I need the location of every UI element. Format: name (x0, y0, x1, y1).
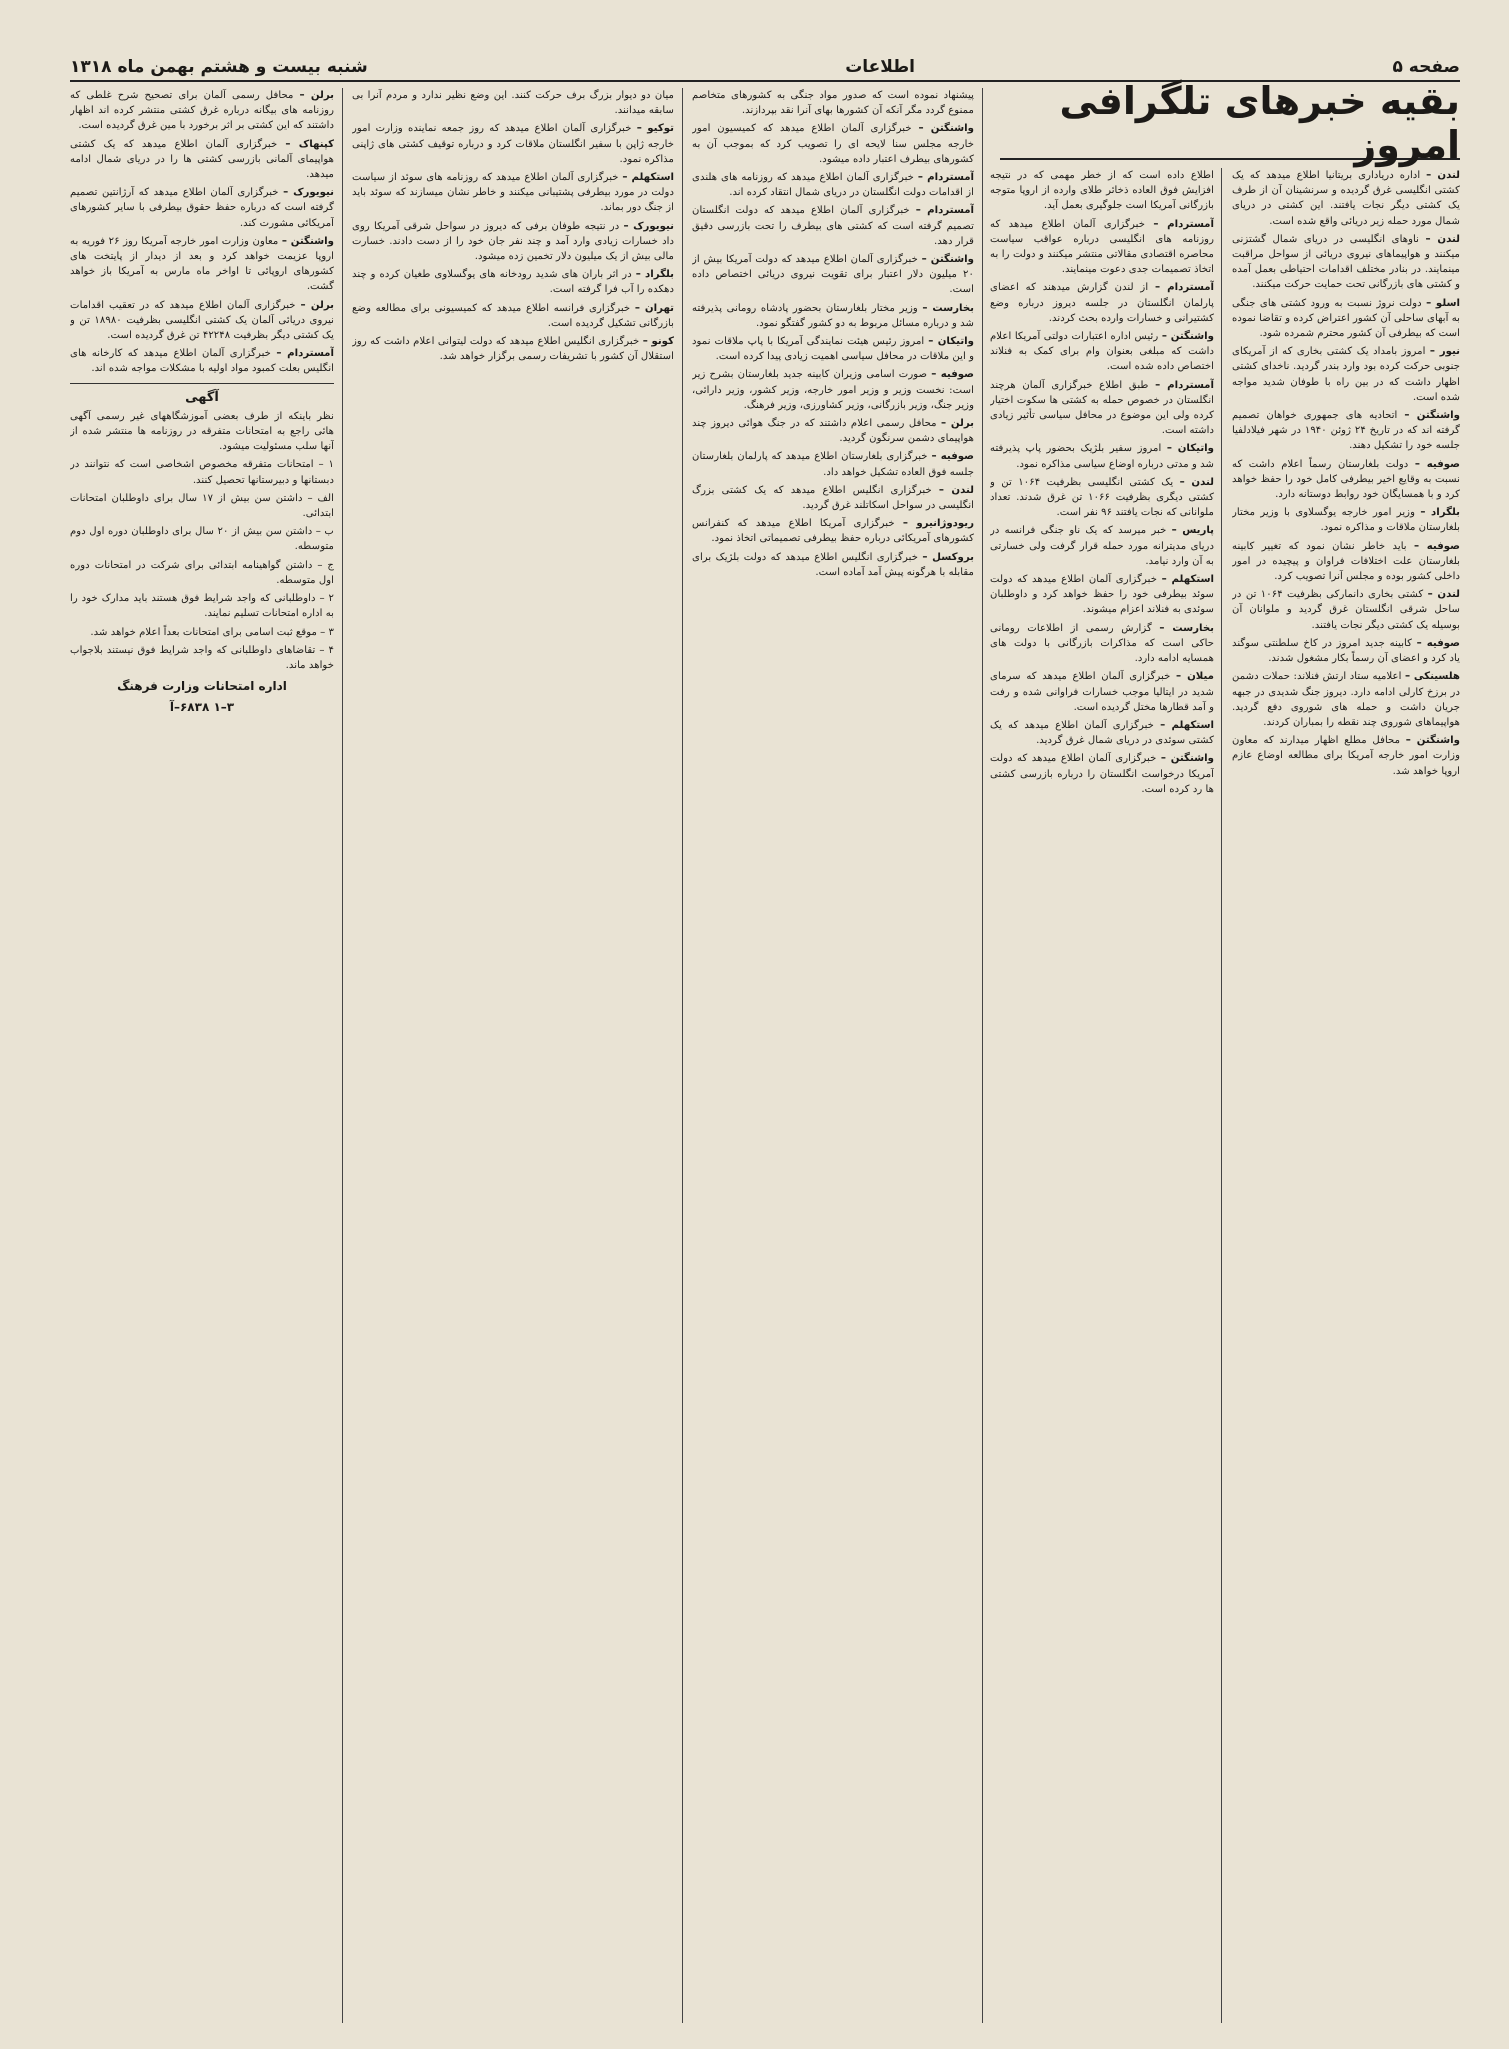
news-text: خبرگزاری آلمان اطلاع میدهد که سرمای شدید در ایتالیا موجب خسارات فراوانی شده و رفت و آمد قطارها مختل گردیده است. (990, 671, 1214, 713)
dateline: واشنگتن – (1405, 735, 1460, 747)
page-label: صفحه ۵ (1392, 57, 1460, 77)
dateline: آمستردام – (276, 348, 334, 360)
notice-title: آگهی (70, 383, 334, 405)
news-text: محافل رسمی اعلام داشتند که در جنگ هوائی دیروز چند هواپیمای دشمن سرنگون گردید. (692, 418, 974, 445)
news-text: خبرگزاری انگلیس اطلاع میدهد که دولت بلژیک برای مقابله با هرگونه پیش آمد آماده است. (692, 551, 974, 578)
news-column-2 (990, 168, 1214, 2023)
dateline: استکهلم – (622, 172, 674, 184)
dateline: صوفیه – (931, 451, 974, 463)
news-item (990, 669, 1214, 715)
dateline: واشنگتن – (1161, 331, 1214, 343)
news-item (70, 137, 334, 183)
dateline: اسلو – (1426, 297, 1460, 309)
dateline: پاریس – (1171, 525, 1214, 537)
news-item (352, 334, 674, 364)
dateline: بخارست – (1159, 622, 1214, 634)
dateline: واشنگتن – (1160, 753, 1214, 765)
news-item (70, 88, 334, 134)
news-item (990, 378, 1214, 439)
news-item (70, 298, 334, 344)
notice-signature: اداره امتحانات وزارت فرهنگ (117, 679, 287, 694)
news-text: خبرگزاری آلمان اطلاع میدهد که دولت آمریکا بیش از ۲۰ میلیون دلار اعتبار برای تقویت نیروی دریائی اختصاص داده است. (692, 254, 974, 296)
news-item (1232, 669, 1460, 730)
news-text: در نتیجه طوفان برفی که دیروز در سواحل شرقی آمریکا روی داد خسارات زیادی وارد آمد و چند نفر جان خود را از دست دادند. خسارت مالی بیش از یک میلیون دلار تخمین زده میشود. (352, 220, 674, 263)
dateline: لندن – (1427, 589, 1460, 601)
dateline: برلن – (941, 418, 974, 430)
news-column-4 (352, 88, 674, 2023)
dateline: واشنگتن – (1404, 410, 1460, 422)
news-text: دولت نروژ نسبت به ورود کشتی های جنگی به آبهای ساحلی آن کشور اعتراض کرده و تقاضا نموده است که بیطرفی آن کشور محترم شمرده شود. (1232, 297, 1460, 340)
dateline: واتیکان – (1166, 443, 1214, 455)
news-item (1232, 733, 1460, 779)
news-text: اداره دریاداری بریتانیا اطلاع میدهد که یک کشتی انگلیسی غرق گردیده و سرنشینان آن از طرف یک کشتی دیگر نجات یافتند. این کشتی در دریای شمال مورد حمله زیر دریائی واقع شده است. (1232, 170, 1460, 227)
news-text: پیشنهاد نموده است که صدور مواد جنگی به کشورهای متخاصم ممنوع گردد مگر آنکه آن کشورها بهای آنرا نقد بپردازند. (692, 90, 974, 117)
news-text: از لندن گزارش میدهند که اعضای پارلمان انگلستان در جلسه دیروز درباره وضع کشتیرانی و خسارات وارده بحث کردند. (990, 282, 1214, 324)
news-text: خبرگزاری انگلیس اطلاع میدهد که یک کشتی بزرگ انگلیسی در سواحل اسکاتلند غرق گردید. (692, 484, 974, 512)
dateline: هلسینکی – (1404, 671, 1460, 683)
dateline: تهران – (634, 302, 674, 314)
news-item (692, 550, 974, 580)
news-text: خبرگزاری آلمان اطلاع میدهد که یک کشتی سوئدی در دریای شمال غرق گردید. (990, 719, 1214, 747)
dateline: آمستردام – (1153, 218, 1214, 230)
news-item (352, 267, 674, 297)
news-item (990, 751, 1214, 797)
news-item (352, 121, 674, 167)
dateline: استکهلم – (1161, 574, 1214, 586)
notice-paragraph: ب – داشتن سن بیش از ۲۰ سال برای داوطلبان دوره اول دوم متوسطه. (70, 526, 334, 553)
news-item (990, 280, 1214, 326)
news-text: خبرگزاری آمریکا اطلاع میدهد که کنفرانس کشورهای آمریکائی درباره حفظ بیطرفی تصمیماتی اتخاذ نمود. (692, 518, 974, 545)
news-text: کشتی بخاری دانمارکی بظرفیت ۱۰۶۴ تن در ساحل شرقی انگلستان غرق گردید و ملوانان آن بوسیله یک کشتی دیگر نجات یافتند. (1232, 589, 1460, 631)
news-item (352, 170, 674, 216)
news-item (1232, 636, 1460, 666)
notice-paragraph: ۲ – داوطلبانی که واجد شرایط فوق هستند باید مدارک خود را به اداره امتحانات تسلیم نمایند. (70, 593, 334, 620)
news-item (1232, 587, 1460, 633)
dateline: واشنگتن – (281, 235, 334, 247)
news-text: خبرگزاری انگلیس اطلاع میدهد که دولت لیتوانی اعلام داشت که روز استقلال آن کشور با تشریفات رسمی برگزار خواهد شد. (352, 336, 674, 363)
dateline: میلان – (1176, 671, 1214, 683)
news-text: خبرگزاری بلغارستان اطلاع میدهد که پارلمان بلغارستان جلسه فوق العاده تشکیل خواهد داد. (692, 451, 974, 478)
dateline: بروکسل – (922, 551, 974, 563)
news-item (1232, 344, 1460, 405)
dateline: کونو – (642, 336, 674, 348)
news-item (990, 168, 1214, 214)
dateline: صوفیه – (1416, 637, 1460, 649)
dateline: آمستردام – (917, 172, 974, 184)
news-item (1232, 296, 1460, 342)
news-text: رئیس اداره اعتبارات دولتی آمریکا اعلام داشت که مبلغی بعنوان وام برای کمک به فنلاند اختصاص داده شده است. (990, 331, 1214, 373)
news-item (692, 449, 974, 479)
column-rule (342, 88, 343, 2023)
news-item (692, 334, 974, 364)
news-item (692, 88, 974, 118)
news-column-1 (1232, 168, 1460, 2023)
news-text: ناوهای انگلیسی در دریای شمال گشتزنی میکنند و هواپیماهای نیروی دریائی از سواحل مراقبت مینمایند. در بنادر مختلف اقدامات احتیاطی بعمل آمده و کشتی های بازرگانی تحت حمایت حرکت میکنند. (1232, 233, 1460, 291)
news-text: اطلاع داده است که از خطر مهمی که در نتیجه افزایش فوق العاده ذخائر طلای وارده از اروپا متوجه بازرگانی آمریکا است جلوگیری بعمل آید. (990, 170, 1214, 212)
news-item (692, 516, 974, 546)
dateline: کپنهاک – (285, 138, 334, 150)
notice-paragraph: ۱ – امتحانات متفرقه مخصوص اشخاصی است که نتوانند در دبستانها و دبیرستانها تحصیل کنند. (70, 459, 334, 486)
notice-paragraph: ۳ – موقع ثبت اسامی برای امتحانات بعداً اعلام خواهد شد. (90, 626, 334, 638)
column-rule (682, 88, 683, 2023)
news-item (1232, 408, 1460, 454)
notice-paragraph: الف – داشتن سن بیش از ۱۷ سال برای داوطلبان امتحانات ابتدائی. (70, 492, 334, 520)
column-rule (982, 88, 983, 2023)
news-text: صورت اسامی وزیران کابینه جدید بلغارستان بشرح زیر است: نخست وزیر و وزیر امور خارجه، وزیر کشور، وزیر دارائی، وزیر جنگ، وزیر بازرگانی، وزیر کشاورزی، وزیر فرهنگ. (692, 369, 974, 411)
news-item (352, 301, 674, 331)
news-text: امروز رئیس هیئت نمایندگی آمریکا با پاپ ملاقات نمود و این ملاقات در محافل سیاسی اهمیت زیادی پیدا کرده است. (692, 336, 974, 363)
news-item (1232, 457, 1460, 503)
notice-code: ۳–۱ ۶۸۳۸–آ (169, 700, 235, 715)
dateline: برلن – (299, 90, 334, 101)
news-text: امروز بامداد یک کشتی بخاری که از آمریکای جنوبی حرکت کرده بود وارد بندر گردید. ناخدای کشتی اظهار داشت که در بین راه با طوفان شدید مواجه شده است. (1232, 346, 1460, 403)
news-text: معاون وزارت امور خارجه آمریکا روز ۲۶ فوریه به اروپا عزیمت خواهد کرد و بعد از دیدار از پایتخت های کشورهای اروپائی تا اواخر ماه مارس به آمریکا باز خواهد گشت. (70, 235, 334, 293)
notice-paragraph: ج – داشتن گواهینامه ابتدائی برای شرکت در امتحانات دوره اول متوسطه. (70, 559, 334, 586)
news-text: میان دو دیوار بزرگ برف حرکت کنند. این وضع نظیر ندارد و مردم آنرا بی سابقه میدانند. (352, 90, 674, 117)
news-text: خبرگزاری آلمان اطلاع میدهد که روزنامه های انگلیسی درباره عواقب سیاست محاصره اقتصادی مقالاتی منتشر میکنند و دولت را به اتخاذ تصمیمات جدی دعوت مینمایند. (990, 218, 1214, 276)
news-item (990, 475, 1214, 521)
news-text: کابینه جدید امروز در کاخ سلطنتی سوگند یاد کرد و اعضای آن رسماً بکار مشغول شدند. (1232, 637, 1460, 665)
news-text: خبرگزاری آلمان اطلاع میدهد که روزنامه های هلندی از اقدامات دولت انگلستان در دریای شمال انتقاد کرده اند. (692, 172, 974, 199)
news-text: خبرگزاری آلمان اطلاع میدهد که در تعقیب اقدامات نیروی دریائی آلمان یک کشتی انگلیسی بظرفیت ۱۸۹۸۰ تن و یک کشتی دیگر بظرفیت ۴۲۲۴۸ تن غرق گردیده است. (70, 299, 334, 342)
news-item (990, 718, 1214, 748)
dateline: آمستردام – (1155, 379, 1214, 391)
news-text: خبرگزاری آلمان اطلاع میدهد که روز جمعه نماینده وزارت امور خارجه ژاپن با سفیر انگلستان ملاقات کرد و درباره توقیف کشتی های ژاپنی مذاکره نمود. (352, 123, 674, 165)
news-item (692, 367, 974, 413)
news-text: خبرگزاری آلمان اطلاع میدهد که کمیسیون امور خارجه مجلس سنا لایحه ای را تصویب کرد که بموجب آن به کشورهای بیطرف اعتبار داده میشود. (692, 123, 974, 165)
dateline: لندن – (1425, 233, 1460, 245)
news-text: خبرگزاری آلمان اطلاع میدهد که یک کشتی هواپیمای آلمانی بازرسی کشتی ها را در دریای شمال ادامه میدهد. (70, 138, 334, 181)
news-text: اتحادیه های جمهوری خواهان تصمیم گرفته اند که در تاریخ ۲۴ ژوئن ۱۹۴۰ در شهر فیلادلفیا جلسه خود را تشکیل دهند. (1232, 410, 1460, 452)
news-text: یک کشتی انگلیسی بظرفیت ۱۰۶۴ تن و کشتی دیگری بظرفیت ۱۰۶۶ تن غرق شدند. تعداد ملوانانی که نجات یافتند ۹۶ نفر است. (990, 476, 1214, 519)
news-item (352, 88, 674, 118)
columns-area (70, 79, 1460, 2028)
news-text: خبرگزاری فرانسه اطلاع میدهد که کمیسیونی برای مطالعه وضع بازرگانی تشکیل گردیده است. (352, 302, 674, 329)
news-text: خبرگزاری آلمان اطلاع میدهد که روزنامه های سوئد از سیاست دولت در مورد بیطرفی پشتیبانی میکنند و خاطر نشان میسازند که سوئد باید از جنگ دور بماند. (352, 172, 674, 214)
notice-paragraph: نظر باینکه از طرف بعضی آموزشگاههای غیر رسمی آگهی هائی راجع به امتحانات متفرقه در روزنامه ها منتشر شده از آنها سلب مسئولیت میشود. (70, 410, 334, 453)
dateline: ریودوژانیرو – (902, 518, 974, 530)
news-text: خبر میرسد که یک ناو جنگی فرانسه در دریای مدیترانه مورد حمله قرار گرفت ولی خسارتی به آن وارد نیامد. (990, 525, 1214, 567)
news-item (692, 252, 974, 298)
dateline: واتیکان – (928, 336, 974, 348)
dateline: نیور – (1429, 346, 1460, 358)
dateline: صوفیه – (1414, 458, 1460, 470)
dateline: بخارست – (922, 302, 974, 314)
news-text: گزارش رسمی از اطلاعات رومانی حاکی است که مذاکرات بازرگانی با دولت های همسایه ادامه دارد. (990, 622, 1214, 665)
news-item (990, 217, 1214, 278)
issue-date: شنبه بیست و هشتم بهمن ماه ۱۳۱۸ (70, 57, 368, 77)
news-column-5 (70, 88, 334, 2023)
news-text: اعلامیه ستاد ارتش فنلاند: حملات دشمن در برزخ کارلی ادامه دارد. دیروز جنگ شدیدی در جبهه جریان داشت و حمله های شوروی دفع گردید. هواپیماهای شوروی چند نقطه را بمباران کردند. (1232, 671, 1460, 728)
dateline: نیویورک – (283, 187, 334, 199)
news-text: خبرگزاری آلمان اطلاع میدهد که کارخانه های انگلیس بعلت کمبود مواد اولیه با مشکلات مواجه شده اند. (70, 348, 334, 375)
news-item (352, 219, 674, 265)
news-item (70, 185, 334, 231)
news-column-3 (692, 88, 974, 2023)
news-text: محافل رسمی آلمان برای تصحیح شرح غلطی که روزنامه های بیگانه درباره غرق کشتی منتشر کرده اند اظهار داشتند که این کشتی بر اثر برخورد با مین غرق گردیده است. (70, 90, 334, 132)
dateline: آمستردام – (1154, 282, 1214, 294)
news-item (692, 483, 974, 513)
news-item (1232, 232, 1460, 293)
news-item (990, 441, 1214, 471)
dateline: صوفیه – (1414, 540, 1460, 552)
news-item (1232, 505, 1460, 535)
dateline: بلگراد – (1420, 507, 1460, 519)
news-item (990, 621, 1214, 667)
dateline: برلن – (300, 299, 334, 311)
news-item (692, 121, 974, 167)
news-text: خبرگزاری آلمان اطلاع میدهد که دولت سوئد بیطرفی خود را حفظ خواهد کرد و داوطلبان سوئدی به فنلاند اعزام میشوند. (990, 574, 1214, 616)
news-text: دولت بلغارستان رسماً اعلام داشت که نسبت به وقایع اخیر بیطرفی کامل خود را حفظ خواهد کرد و با همسایگان خود روابط دوستانه دارد. (1232, 458, 1460, 501)
news-item (1232, 168, 1460, 229)
dateline: استکهلم – (1160, 719, 1214, 731)
news-text: باید خاطر نشان نمود که تغییر کابینه بلغارستان علت اختلافات فراوان و پیچیده در امور داخلی کشور بوده و مجلس آنرا تصویب کرد. (1232, 540, 1460, 583)
news-item (692, 170, 974, 200)
news-text: خبرگزاری آلمان اطلاع میدهد که آرژانتین تصمیم گرفته است که درباره حفظ حقوق بیطرفی با سایر کشورهای آمریکائی مشورت کند. (70, 187, 334, 229)
page-headline: بقیه خبرهای تلگرافی امروز (1000, 88, 1460, 160)
masthead (70, 54, 1460, 82)
news-item (1232, 539, 1460, 585)
notice-paragraph: ۴ – تقاضاهای داوطلبانی که واجد شرایط فوق نیستند بلاجواب خواهد ماند. (70, 644, 334, 671)
column-rule (1221, 168, 1222, 2023)
news-text: محافل مطلع اظهار میدارند که معاون وزارت امور خارجه آمریکا برای مطالعه اوضاع عازم اروپا خواهد شد. (1232, 735, 1460, 777)
dateline: لندن – (1179, 476, 1214, 488)
news-text: در اثر باران های شدید رودخانه های یوگسلاوی طغیان کرده و چند دهکده را آب فرا گرفته است. (352, 269, 674, 296)
news-item (990, 572, 1214, 618)
news-item (70, 234, 334, 295)
news-item (990, 329, 1214, 375)
news-item (692, 301, 974, 331)
dateline: توکیو – (636, 123, 674, 135)
dateline: آمستردام – (915, 205, 974, 217)
news-text: امروز سفیر بلژیک بحضور پاپ پذیرفته شد و مدتی درباره اوضاع سیاسی مذاکره نمود. (990, 443, 1214, 470)
dateline: واشنگتن – (918, 123, 974, 135)
news-text: خبرگزاری آلمان اطلاع میدهد که دولت انگلستان تصمیم گرفته است که کشتی های بیطرف را تحت بازرسی دقیق قرار دهد. (692, 205, 974, 247)
news-item (990, 523, 1214, 569)
dateline: نیویورک – (623, 220, 674, 232)
news-item (692, 416, 974, 446)
news-text: وزیر امور خارجه یوگسلاوی با وزیر مختار بلغارستان ملاقات و مذاکره نمود. (1232, 507, 1460, 534)
paper-name: اطلاعات (845, 57, 916, 77)
dateline: لندن – (1426, 170, 1460, 181)
dateline: صوفیه – (931, 369, 974, 381)
dateline: واشنگتن – (921, 254, 974, 266)
news-text: خبرگزاری آلمان اطلاع میدهد که دولت آمریکا درخواست انگلستان را درباره بازرسی کشتی ها رد کرده است. (990, 753, 1214, 795)
news-text: وزیر مختار بلغارستان بحضور پادشاه رومانی پذیرفته شد و درباره مسائل مربوط به دو کشور گفتگو نمود. (692, 302, 974, 329)
news-item (70, 346, 334, 376)
news-item (692, 203, 974, 249)
news-text: طبق اطلاع خبرگزاری آلمان هرچند انگلستان در خصوص حمله به کشتی ها سکوت اختیار کرده ولی این موضوع در محافل سیاسی تأثیر زیادی داشته است. (990, 379, 1214, 437)
dateline: بلگراد – (635, 269, 674, 281)
dateline: لندن – (938, 484, 974, 496)
